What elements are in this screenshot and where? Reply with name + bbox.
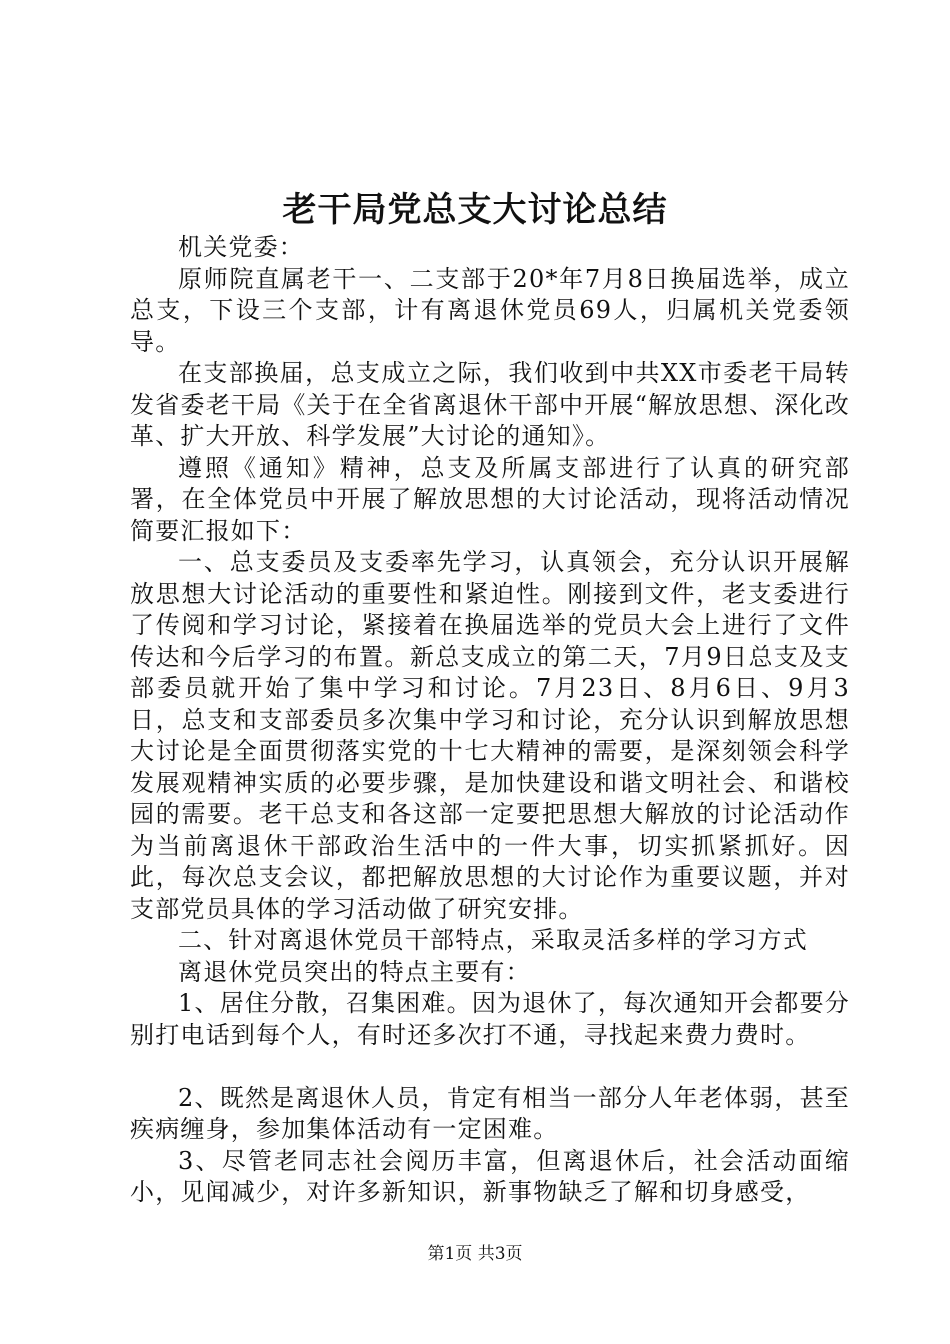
list-item: 2、既然是离退休人员，肯定有相当一部分人年老体弱，甚至疾病缠身，参加集体活动有一定困难。 [130, 1083, 850, 1143]
section-heading: 二、针对离退休党员干部特点，采取灵活多样的学习方式 [178, 926, 808, 954]
salutation: 机关党委： [178, 233, 304, 261]
list-item: 1、居住分散，召集困难。因为退休了，每次通知开会都要分别打电话到每个人，有时还多次打不通，寻找起来费力费时。 [130, 989, 850, 1049]
paragraph: 遵照《通知》精神，总支及所属支部进行了认真的研究部署，在全体党员中开展了解放思想的大讨论活动，现将活动情况简要汇报如下： [130, 453, 850, 545]
document-title: 老干局党总支大讨论总结 [282, 190, 668, 230]
paragraph: 一、总支委员及支委率先学习，认真领会，充分认识开展解放思想大讨论活动的重要性和紧迫性。刚接到文件，老支委进行了传阅和学习讨论，紧接着在换届选举的党员大会上进行了文件传达和今后学习的布置。新总支成立的第二天，7月9日总支及支部委员就开始了集中学习和讨论。7月23日、8月6日、9月3日，总支和支部委员多次集中学习和讨论，充分认识到解放思想大讨论是全面贯彻落实党的十七大精神的需要，是深刻领会科学发展观精神实质的必要步骤，是加快建设和谐文明社会、和谐校园的需要。老干总支和各这部一定要把思想大解放的讨论活动作为当前离退休干部政治生活中的一件大事，切实抓紧抓好。因此，每次总支会议，都把解放思想的大讨论作为重要议题，并对支部党员具体的学习活动做了研究安排。 [130, 548, 850, 923]
paragraph: 在支部换届，总支成立之际，我们收到中共XX市委老干局转发省委老干局《关于在全省离退休干部中开展“解放思想、深化改革、扩大开放、科学发展”大讨论的通知》。 [130, 359, 850, 450]
page-number: 第1页 共3页 [427, 1244, 523, 1264]
paragraph: 原师院直属老干一、二支部于20*年7月8日换届选举，成立总支，下设三个支部，计有离退休党员69人，归属机关党委领导。 [130, 264, 850, 356]
paragraph: 离退休党员突出的特点主要有： [178, 957, 531, 986]
list-item: 3、尽管老同志社会阅历丰富，但离退休后，社会活动面缩小，见闻减少，对许多新知识，新事物缺乏了解和切身感受， [130, 1146, 850, 1206]
document-body [130, 232, 850, 1209]
